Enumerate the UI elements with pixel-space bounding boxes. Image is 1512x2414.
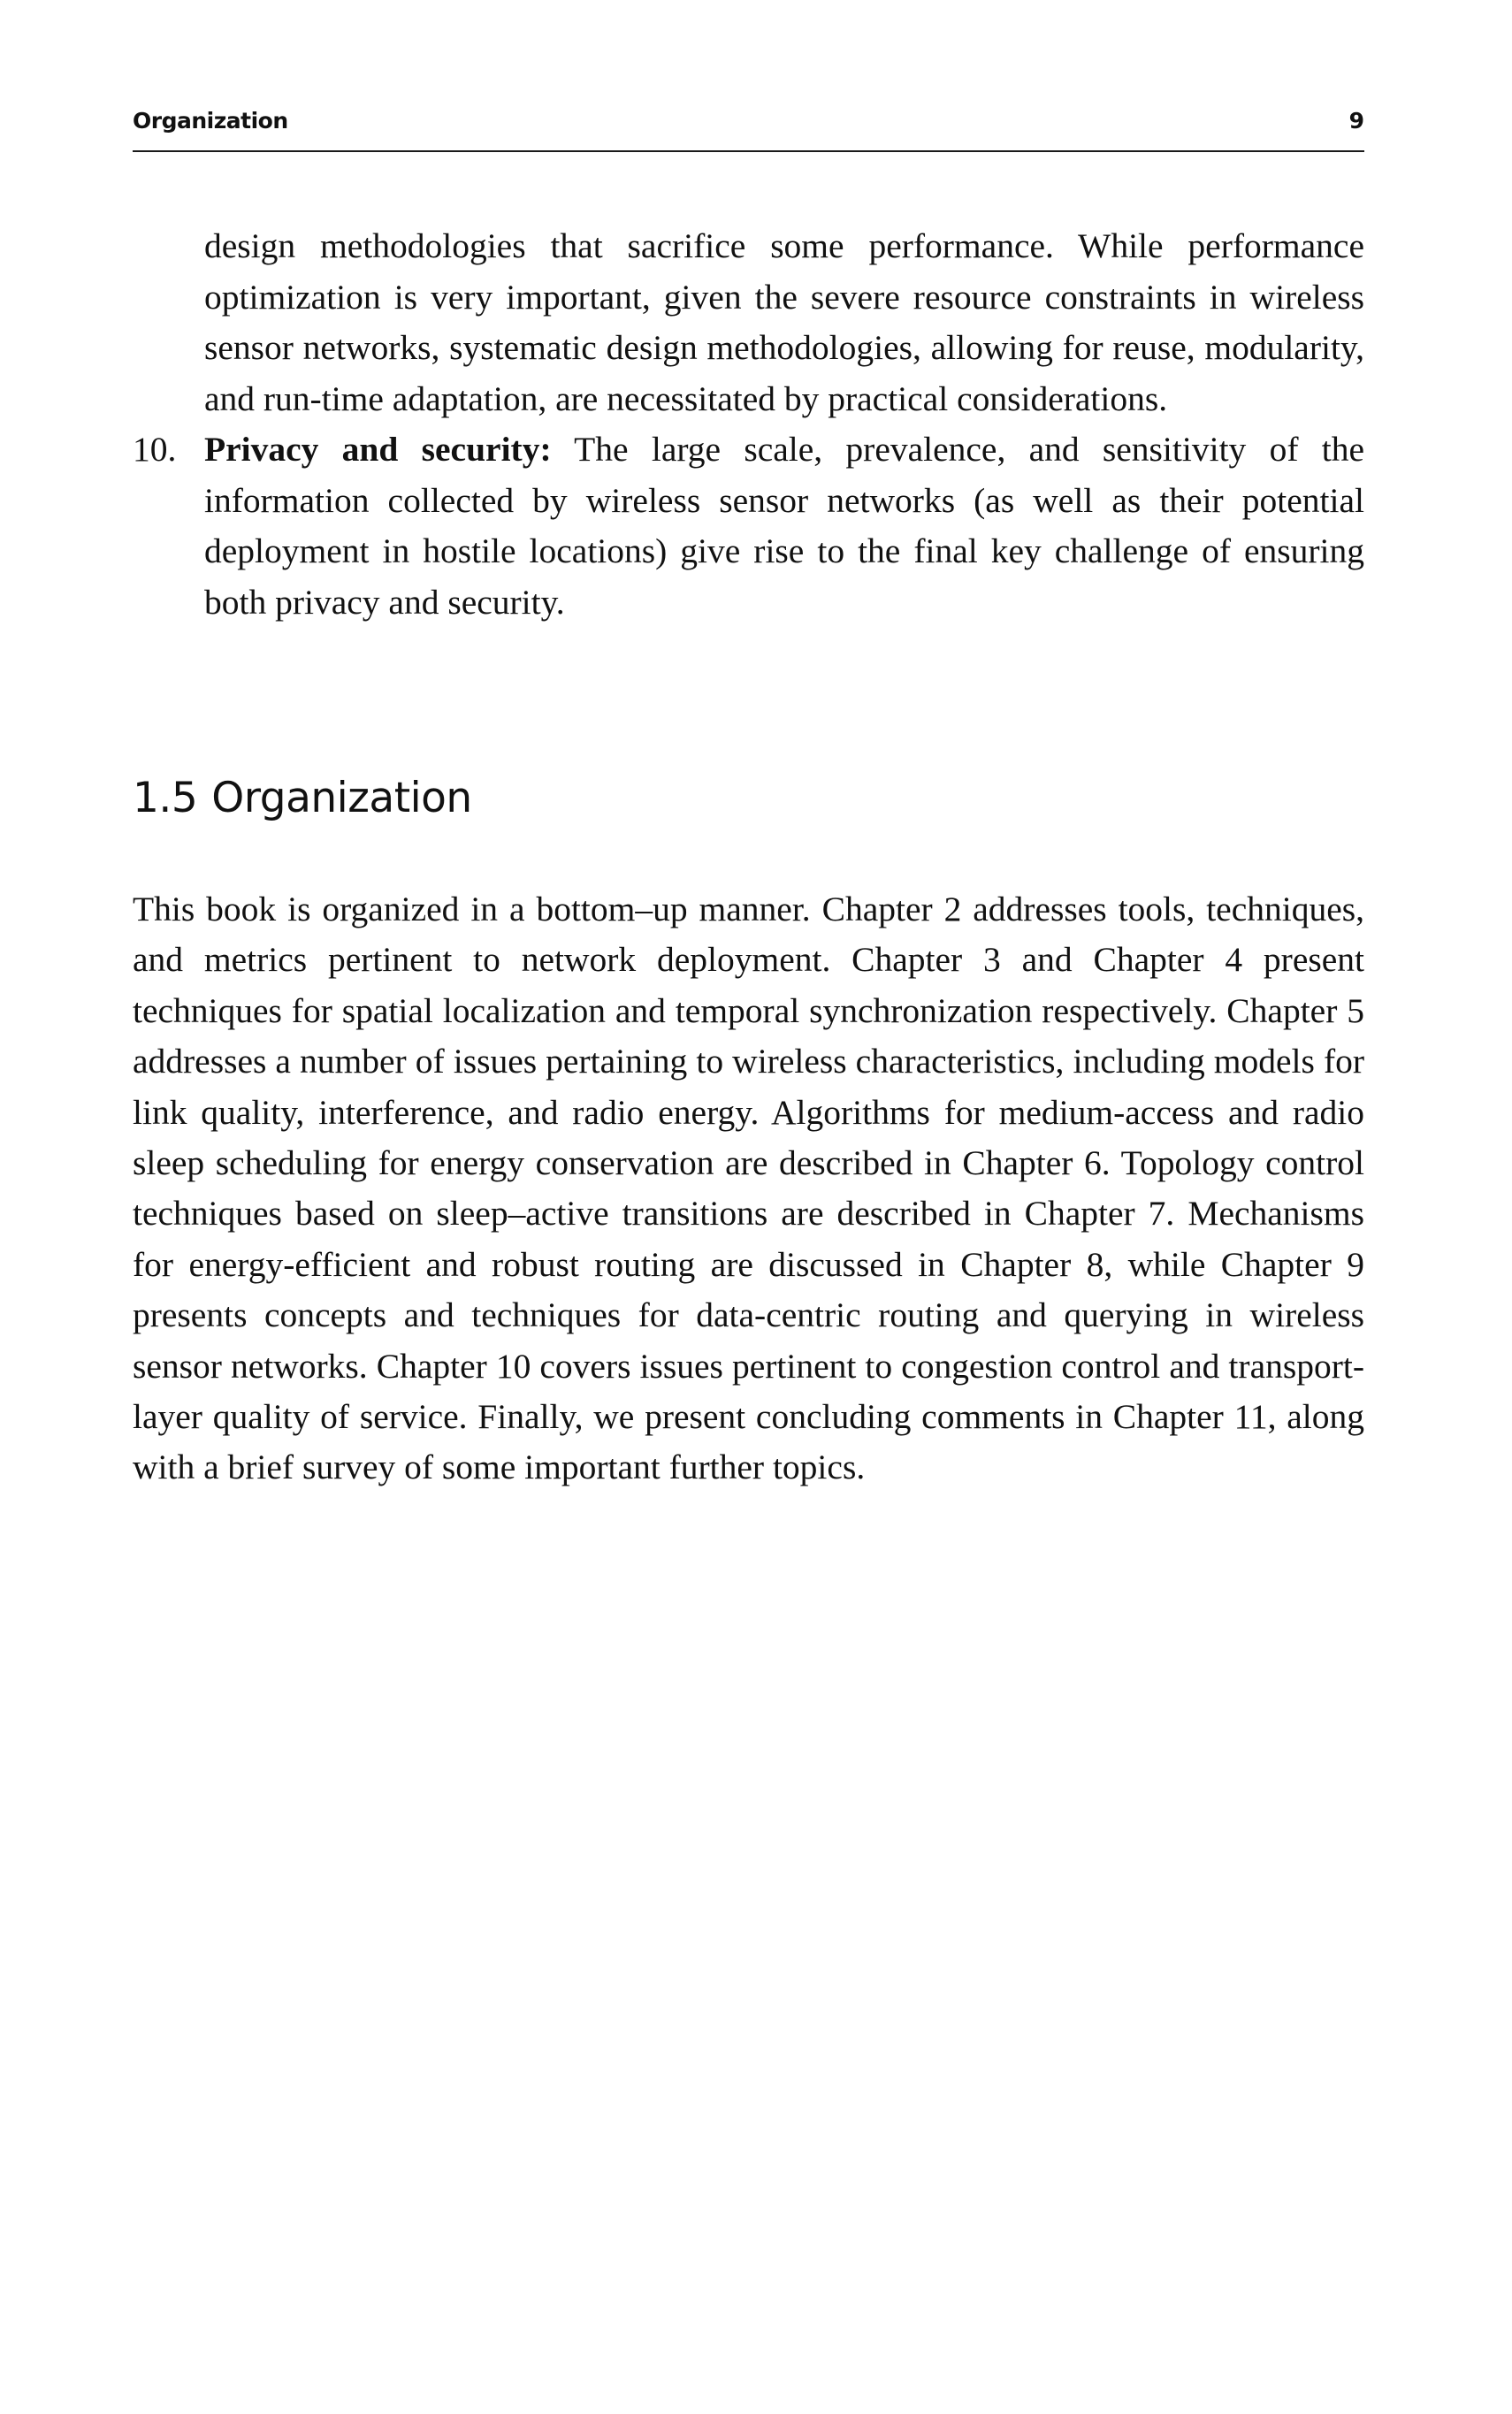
list-item-privacy-security <box>133 424 1364 628</box>
list-item-term: Privacy and security: <box>204 430 552 469</box>
challenge-list <box>133 221 1364 628</box>
list-item-number: 10. <box>133 430 177 469</box>
section-title: Organization <box>211 774 472 822</box>
running-header <box>133 104 1364 152</box>
running-head-title: Organization <box>133 108 288 134</box>
section-heading <box>133 774 472 822</box>
list-item-text: The large scale, prevalence, and sensitivity of the information collected by wireless sensor networks (as well as their potential deployment in hostile locations) give rise to the final key challenge of ensuring both privacy and security. <box>204 430 1364 622</box>
section-paragraph: This book is organized in a bottom–up manner. Chapter 2 addresses tools, techniques, and metrics pertinent to network deployment. Chapter 3 and Chapter 4 present techniques for spatial localization and temporal synchronization respectively. Chapter 5 addresses a number of issues pertaining to wireless characteristics, including models for link quality, interference, and radio energy. Algorithms for medium-access and radio sleep scheduling for energy conservation are described in Chapter 6. Topology control techniques based on sleep–active transitions are described in Chapter 7. Mechanisms for energy-efficient and robust routing are discussed in Chapter 8, while Chapter 9 presents concepts and techniques for data-centric routing and querying in wireless sensor networks. Chapter 10 covers issues pertinent to congestion control and transport-layer quality of service. Finally, we present concluding comments in Chapter 11, along with a brief survey of some important further topics. <box>133 890 1364 1487</box>
list-item-continuation-text: design methodologies that sacrifice some performance. While performance optimization is very important, given the severe resource constraints in wireless sensor networks, systematic design methodologies, allowing for reuse, modularity, and run-time adaptation, are necessitated by practical considerations. <box>204 226 1364 418</box>
page-number: 9 <box>1348 108 1364 134</box>
list-item-continuation <box>133 221 1364 424</box>
section-number: 1.5 <box>133 774 198 822</box>
